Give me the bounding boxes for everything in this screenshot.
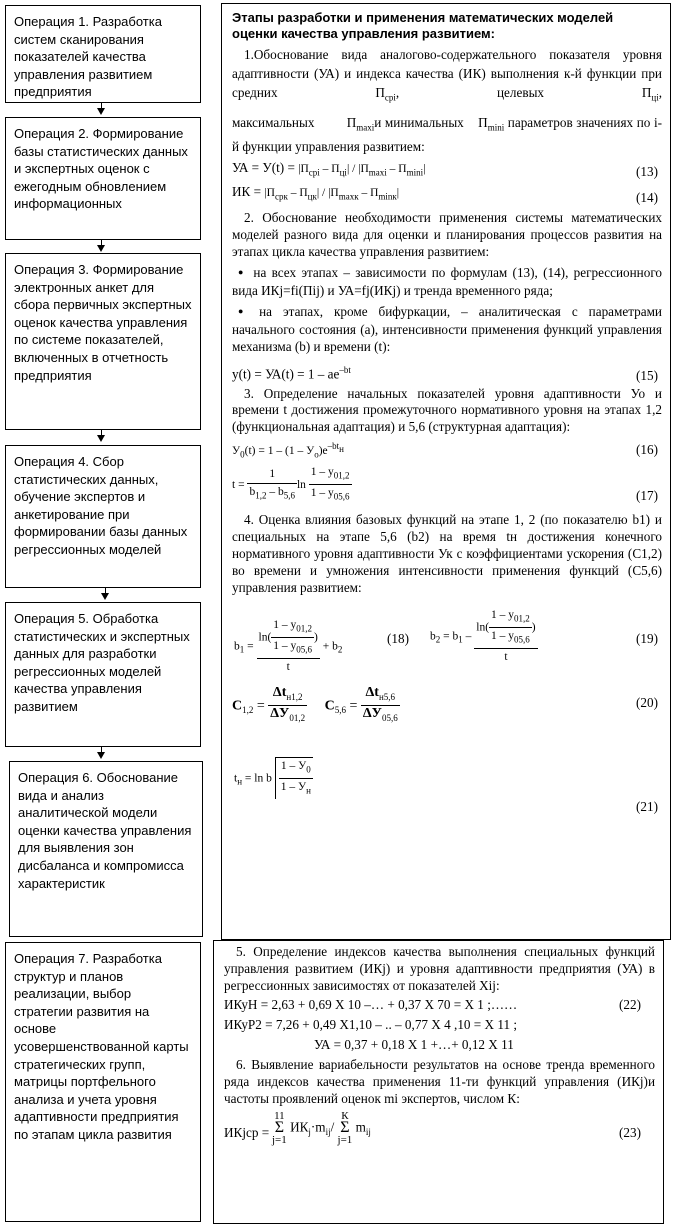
equation-19-body: $b_2 = b_1$ – ln( $\frac{1 - у_{01,2}}{1 - у_{05,6}}$ ) t [430, 608, 536, 664]
operation-7-text: Операция 7. Разработка структур и планов реализации, выбор стратегии развития на основе усовершенствованной карты стратегических групп, матрицы портфельного анализа и учета уровня адаптивности предприятия по этапам цикла развития [14, 951, 189, 1142]
regression-stages-box [213, 940, 664, 1224]
equation-13: УА = $У(t) = |П_{срi} - П_{цi}| / |П_{maxi} - П_{mini}|$ (13) [232, 160, 658, 180]
stage-5-paragraph: 5. Определение индексов качества выполнения специальных функций управления развитием (ИКj) и уровня адаптивности предприятия (УА) в регрессионных зависимостях от показателей Xij: [224, 944, 655, 993]
stage-2-bullet-2: ● на этапах, кроме бифуркации, – аналитическая с параметрами начального состояния (а), интенсивности применения функций управления механизма (b) и времени (t): [232, 304, 662, 356]
equation-23-body: 11 Σ j=1 $ИК_j\cdot m_{ij}/$ К Σ j=1 $m_{ij}$ [272, 1110, 371, 1147]
operation-3-text: Операция 3. Формирование электронных анкет для сбора первичных экспертных оценок качества управления по системе показателей, включенных в отчетность предприятия [14, 262, 192, 383]
equation-18-19: $b_1$ = ln( $\frac{1 - у_{01,2}}{1 - у_{05,6}}$ ) t + $b_2$ (18) $b_2 = b_1$ – ln( $\frac{1 - у_{01,2}}{1 - у_{05,6}}$ ) t (19) [232, 601, 662, 671]
operation-5-text: Операция 5. Обработка статистических и экспертных данных для разработки регрессионных моделей качества управления развитием [14, 611, 190, 714]
equation-22b: ИКуР2 = 7,26 + 0,49 Х1,10 – .. – 0,77 Х 4 ,10 = Х 11 ; [224, 1016, 518, 1032]
equation-18-body: $b_1$ = ln( $\frac{1 - у_{01,2}}{1 - у_{05,6}}$ ) t + $b_2$ [234, 618, 343, 674]
equation-13-body: $|П_{срi} - П_{цi}| / |П_{maxi} - П_{mini}|$ [298, 163, 426, 178]
equation-21: $t_н = \ln b$ $\frac{1 - У_0}{1 - У_н}$ (21) [232, 749, 662, 815]
equation-22a: ИКуН = 2,63 + 0,69 Х 10 –… + 0,37 Х 70 = Х 1 ;…… (22) [224, 996, 641, 1012]
stage-1-paragraph: 1.Обоснование вида аналогово-содержательного показателя уровня адаптивности (УА) и индекса качества (ИК) выполнения к-й функции при средних $П_{срi}$, целевых $П_{цi}$, [232, 47, 662, 103]
stage-6-paragraph: 6. Выявление вариабельности результатов на основе тренда временного ряда индексов качества применения 11-ти функций управления (ИКj)и частоты проявлений оценок mi экспертов, числом К: [224, 1056, 655, 1106]
equation-20-body: $С_{1,2}$ = $\frac{\Delta t_{н1,2}}{\Delta У_{01,2}}$ $С_{5,6}$ = $\frac{\Delta t_{н5,6}}{\Delta У_{05,6}}$ [232, 684, 398, 724]
stage-4-paragraph: 4. Оценка влияния базовых функций на этапе 1, 2 (по показателю b1) и специальных на этапе 5,6 (b2) на время tн достижения конечного нормативного уровня адаптивности Ук с коэффициентами ускорения (С1,2) во времени и умножения интенсивности применения функций (С5,6) управления развитием: [232, 512, 662, 595]
equation-23: ИКjср = 11 Σ j=1 $ИК_j\cdot m_{ij}/$ К Σ j=1 $m_{ij}$ (23) [224, 1110, 641, 1147]
equation-17: t = $\frac{1}{b_{1,2} - b_{5,6}}$ ln $\frac{1 - у_{01,2}}{1 - у_{05,6}}$ (17) [232, 466, 658, 504]
equation-20: $С_{1,2}$ = $\frac{\Delta t_{н1,2}}{\Delta У_{01,2}}$ $С_{5,6}$ = $\frac{\Delta t_{н5,6}}{\Delta У_{05,6}}$ (20) [232, 677, 662, 743]
stage-1-paragraph-cont: максимальных $П_{maxi}и$ минимальных $П_{mini}$ параметров значениях по i-й функции управления развитием: [232, 114, 663, 155]
equation-21-body: $t_н = \ln b$ $\frac{1 - У_0}{1 - У_н}$ [234, 757, 313, 799]
operation-2-text: Операция 2. Формирование базы статистических данных и экспертных оценок с ежегодным обновлением информационных [14, 126, 188, 212]
operation-5-box [5, 602, 201, 747]
equation-16: $У_0(t) = 1 - (1 - У_о)е^{-bt_н}$ (16) [232, 441, 658, 460]
operation-1-box [5, 5, 201, 103]
stage-2-bullet-1: ● на всех этапах – зависимости по формулам (13), (14), регрессионного вида ИКj=fi(Пij) и УА=fj(ИКj) и тренда временного ряда; [232, 265, 662, 300]
operation-6-text: Операция 6. Обоснование вида и анализ аналитической модели оценки качества управления для выявления зон дисбаланса и компромисса характеристик [18, 770, 192, 891]
stage-3-paragraph: 3. Определение начальных показателей уровня адаптивности Уо и времени t достижения промежуточного нормативного уровня на этапах 1,2 (функциональная адаптация) и 5,6 (структурная адаптация): [232, 385, 662, 435]
operation-4-box [5, 445, 201, 588]
stage-2-paragraph: 2. Обоснование необходимости применения системы математических моделей разного вида для оценки и планирования процессов развития на этапах цикла качества управления развитием: [232, 210, 662, 260]
operation-7-box [5, 942, 201, 1222]
equation-22c: УА = 0,37 + 0,18 Х 1 +…+ 0,12 Х 11 [314, 1036, 514, 1052]
operation-3-box [5, 253, 201, 430]
operation-4-text: Операция 4. Сбор статистических данных, обучение экспертов и анкетирование при формировании базы данных регрессионных моделей [14, 454, 188, 557]
operation-6-box [9, 761, 203, 937]
equation-15: $y(t) = УА(t) = 1 - ae^{-bt}$ (15) [232, 364, 658, 383]
equation-14: ИК = $|П_{срк} - П_{цк}| / |П_{maxк} - П_{minк}|$ (14) [232, 184, 658, 206]
models-title: Этапы разработки и применения математических моделей оценки качества управления развитием: [232, 10, 614, 41]
operation-2-box [5, 117, 201, 240]
equation-14-body: $|П_{срк} - П_{цк}| / |П_{maxк} - П_{minк}|$ [264, 187, 400, 202]
operation-1-text: Операция 1. Разработка систем сканирования показателей качества управления развитием предприятия [14, 14, 162, 100]
equation-16-body: $У_0(t) = 1 - (1 - У_о)е^{-bt_н}$ [232, 441, 344, 460]
models-stages-box [221, 3, 671, 940]
equation-17-body: t = $\frac{1}{b_{1,2} - b_{5,6}}$ ln $\frac{1 - у_{01,2}}{1 - у_{05,6}}$ [232, 466, 350, 502]
